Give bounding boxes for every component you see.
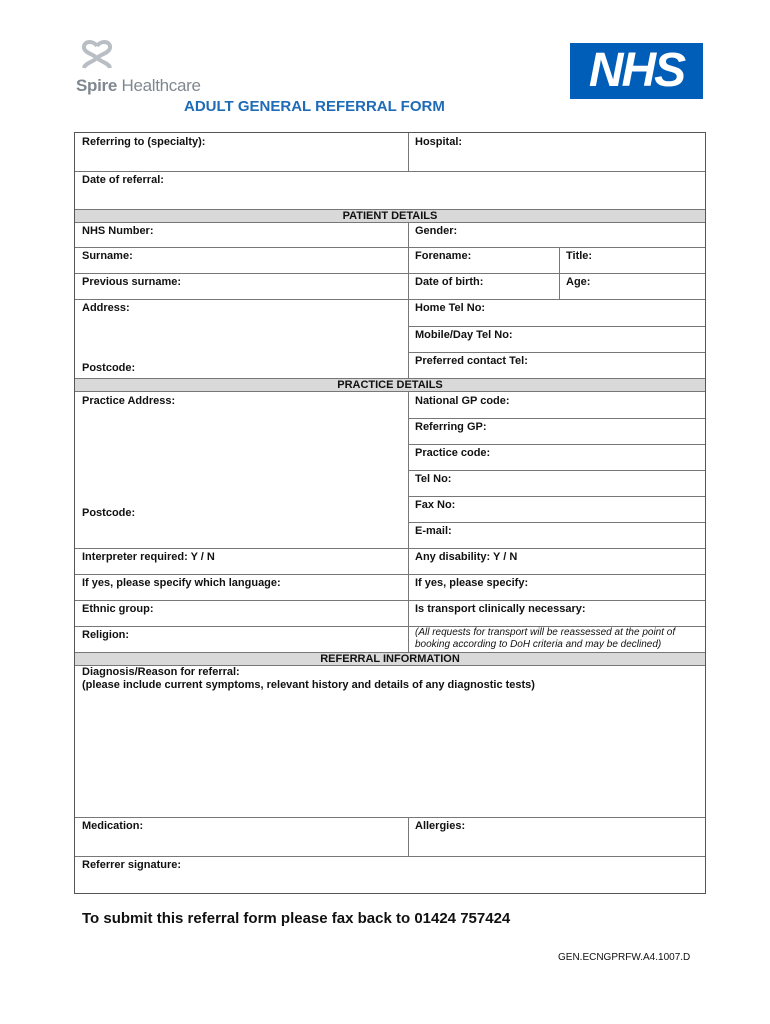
form-title: ADULT GENERAL REFERRAL FORM	[184, 98, 445, 115]
nhs-logo: NHS	[570, 43, 703, 99]
gender-field[interactable]: Gender:	[415, 225, 458, 237]
fax-no-field[interactable]: Fax No:	[415, 499, 456, 511]
nhs-number-field[interactable]: NHS Number:	[82, 225, 154, 237]
previous-surname-field[interactable]: Previous surname:	[82, 276, 182, 288]
diagnosis-label: Diagnosis/Reason for referral:	[82, 666, 240, 678]
home-tel-field[interactable]: Home Tel No:	[415, 302, 486, 314]
national-gp-code-field[interactable]: National GP code:	[415, 395, 510, 407]
email-field[interactable]: E-mail:	[415, 525, 452, 537]
mobile-tel-field[interactable]: Mobile/Day Tel No:	[415, 329, 513, 341]
fax-instruction: To submit this referral form please fax back to 01424 757424	[82, 910, 511, 927]
tel-no-field[interactable]: Tel No:	[415, 473, 452, 485]
disability-field[interactable]: Any disability: Y / N	[415, 551, 518, 563]
spire-healthcare-logo	[76, 40, 201, 100]
logo-suffix: Healthcare	[121, 76, 201, 95]
form-code: GEN.ECNGPRFW.A4.1007.D	[558, 952, 691, 963]
patient-details-heading: PATIENT DETAILS	[75, 209, 705, 223]
ethnic-group-field[interactable]: Ethnic group:	[82, 603, 154, 615]
diagnosis-field[interactable]	[75, 665, 705, 817]
date-of-referral-field[interactable]: Date of referral:	[82, 174, 164, 186]
interpreter-field[interactable]: Interpreter required: Y / N	[82, 551, 215, 563]
language-field[interactable]: If yes, please specify which language:	[82, 577, 281, 589]
hospital-field[interactable]: Hospital:	[415, 136, 463, 148]
practice-details-heading: PRACTICE DETAILS	[75, 378, 705, 392]
disability-specify-field[interactable]: If yes, please specify:	[415, 577, 529, 589]
practice-address-field[interactable]: Practice Address:	[82, 395, 176, 407]
referral-form	[74, 132, 706, 894]
address-field[interactable]: Address:	[82, 302, 130, 314]
transport-field[interactable]: Is transport clinically necessary:	[415, 603, 586, 615]
postcode-field[interactable]: Postcode:	[82, 362, 136, 374]
age-field[interactable]: Age:	[566, 276, 591, 288]
religion-field[interactable]: Religion:	[82, 629, 130, 641]
referrer-signature-field[interactable]: Referrer signature:	[82, 859, 182, 871]
referring-gp-field[interactable]: Referring GP:	[415, 421, 487, 433]
logo-brand: Spire	[76, 76, 118, 95]
practice-postcode-field[interactable]: Postcode:	[82, 507, 136, 519]
transport-note: (All requests for transport will be reassessed at the point of booking according to DoH criteria and may be declined)	[415, 627, 676, 650]
referral-information-heading: REFERRAL INFORMATION	[75, 652, 705, 666]
medication-field[interactable]: Medication:	[82, 820, 144, 832]
diagnosis-note: (please include current symptoms, relevant history and details of any diagnostic tests)	[82, 678, 535, 691]
practice-code-field[interactable]: Practice code:	[415, 447, 491, 459]
preferred-tel-field[interactable]: Preferred contact Tel:	[415, 355, 528, 367]
surname-field[interactable]: Surname:	[82, 250, 133, 262]
spire-heart-icon	[80, 40, 114, 72]
date-of-birth-field[interactable]: Date of birth:	[415, 276, 484, 288]
forename-field[interactable]: Forename:	[415, 250, 472, 262]
allergies-field[interactable]: Allergies:	[415, 820, 466, 832]
title-field[interactable]: Title:	[566, 250, 593, 262]
referring-to-field[interactable]: Referring to (specialty):	[82, 136, 206, 148]
